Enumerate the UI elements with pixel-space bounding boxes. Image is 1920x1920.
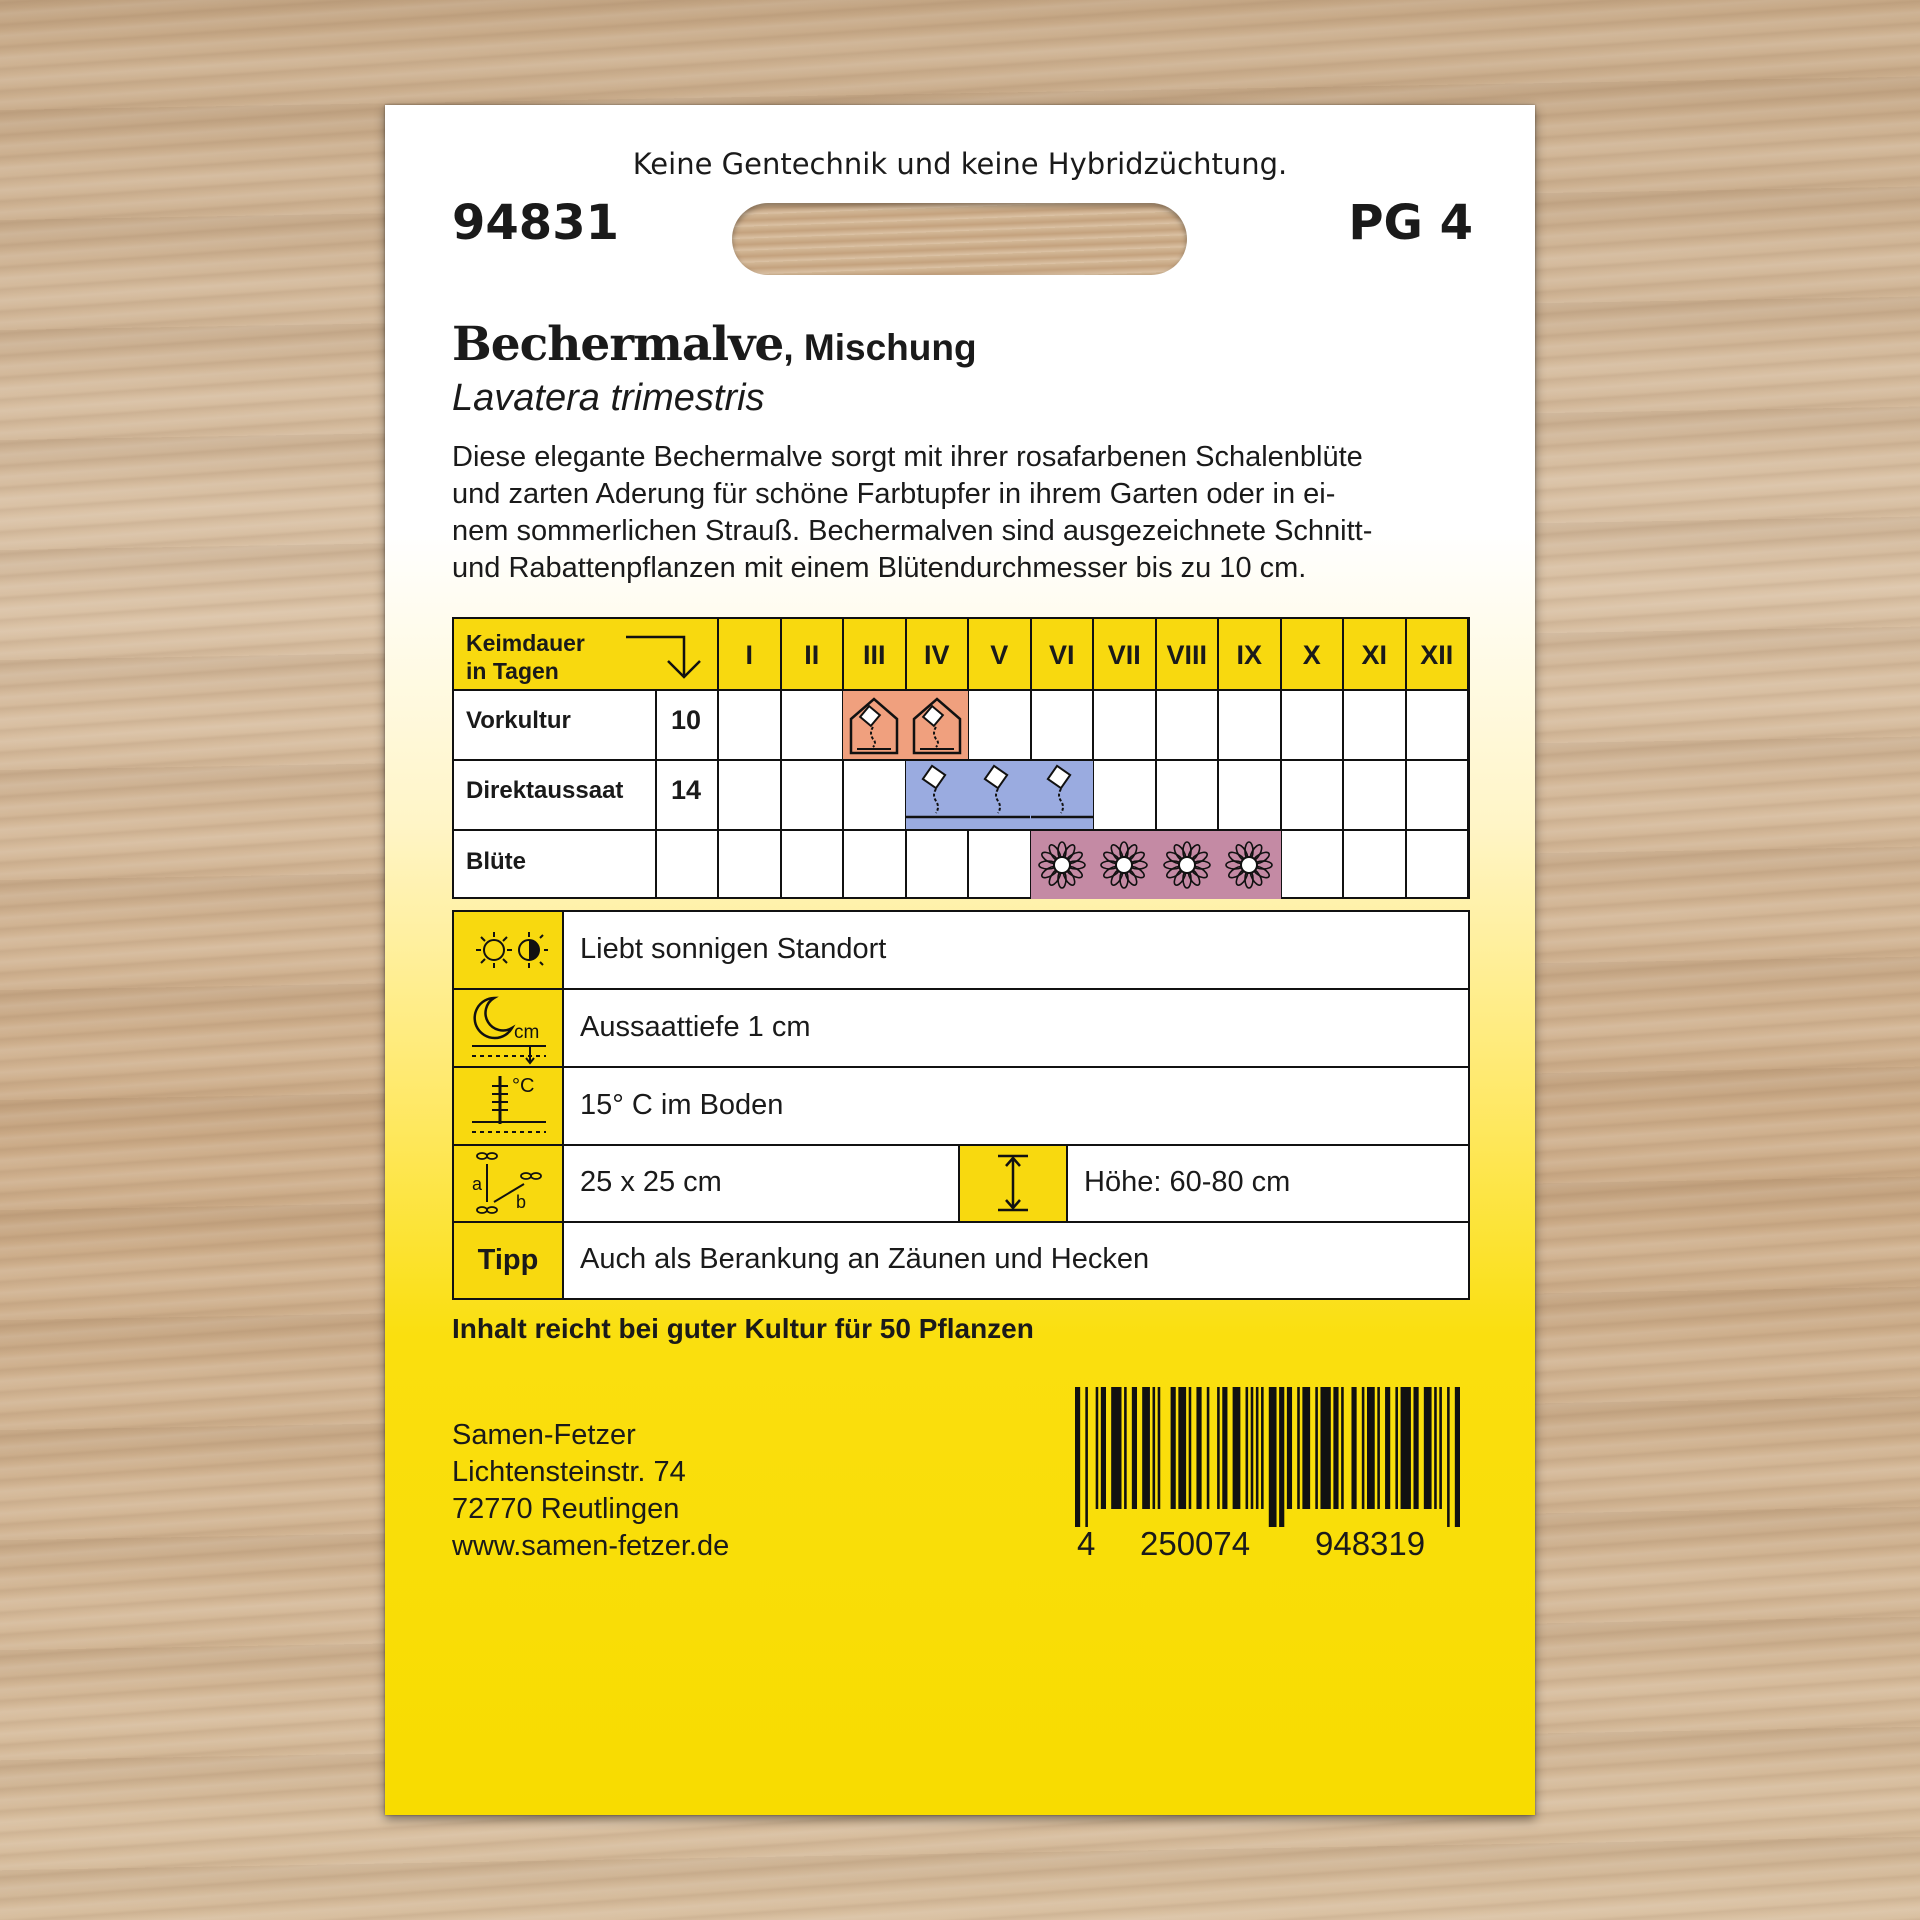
greenhouse-sowing-icon: [906, 691, 969, 759]
temperature-icon-cell: [454, 1068, 564, 1144]
row-label-bluete: Blüte: [466, 848, 526, 875]
barcode-bar: [1287, 1387, 1292, 1509]
company-website: www.samen-fetzer.de: [452, 1530, 730, 1562]
barcode-bar: [1171, 1387, 1176, 1509]
barcode-bar: [1075, 1387, 1080, 1527]
tip-text: Auch als Berankung an Zäunen und Hecken: [580, 1243, 1150, 1275]
price-group: PG 4: [1348, 195, 1473, 251]
company-address: [452, 1417, 729, 1565]
month-viii: VIII: [1166, 640, 1207, 670]
ean-barcode: [1075, 1387, 1460, 1527]
product-description: [452, 439, 1472, 587]
depth-icon-unit: cm: [514, 1022, 540, 1043]
company-city: 72770 Reutlingen: [452, 1493, 680, 1525]
row-days-vorkultur: 10: [670, 705, 702, 735]
spacing-icon-cell: [454, 1146, 564, 1221]
non-gmo-note: Keine Gentechnik und keine Hybridzüchtung.: [632, 147, 1288, 181]
soil-temperature-text: 15° C im Boden: [580, 1089, 784, 1121]
barcode-bar: [1362, 1387, 1365, 1509]
latin-name: Lavatera trimestris: [452, 377, 765, 419]
location-text: Liebt sonnigen Standort: [580, 933, 887, 965]
barcode-bar: [1447, 1387, 1450, 1527]
calendar-fill-direktaussaat: [1031, 761, 1094, 829]
barcode-bar: [1233, 1387, 1241, 1509]
barcode-bar: [1124, 1387, 1127, 1509]
sun-halfsun-icon: [454, 912, 564, 988]
barcode-bar: [1222, 1387, 1227, 1509]
plant-height-text: Höhe: 60-80 cm: [1084, 1166, 1291, 1198]
company-name: Samen-Fetzer: [452, 1419, 636, 1451]
barcode-group-left: 250074: [1140, 1525, 1251, 1562]
barcode-bar: [1101, 1387, 1106, 1509]
barcode-bar: [1246, 1387, 1249, 1509]
grid-line: [454, 829, 1468, 831]
barcode-bar: [1333, 1387, 1338, 1509]
temp-icon-unit: °C: [512, 1075, 535, 1097]
month-iv: IV: [923, 640, 950, 670]
barcode-bar: [1096, 1387, 1099, 1509]
calendar-fill-blüte: [1031, 831, 1094, 899]
barcode-bar: [1413, 1387, 1418, 1509]
description-line: und Rabattenpflanzen mit einem Blütendurchmesser bis zu 10 cm.: [452, 552, 1307, 584]
barcode-bar: [1315, 1387, 1318, 1509]
greenhouse-sowing-icon: [843, 691, 906, 759]
barcode-bar: [1158, 1387, 1161, 1509]
month-xi: XI: [1361, 640, 1387, 670]
row-label-direktaussaat: Direktaussaat: [466, 777, 624, 804]
height-arrow-icon: [960, 1146, 1066, 1221]
product-variant: , Mischung: [783, 327, 977, 368]
barcode-bar: [1401, 1387, 1411, 1509]
barcode-bar: [1424, 1387, 1432, 1509]
barcode-bar: [1196, 1387, 1201, 1509]
flower-icon: [1031, 831, 1094, 899]
barcode-bar: [1455, 1387, 1460, 1527]
barcode-bar: [1439, 1387, 1442, 1509]
month-xii: XII: [1420, 640, 1454, 670]
month-v: V: [990, 640, 1009, 670]
barcode-bar: [1178, 1387, 1186, 1509]
barcode-bar: [1207, 1387, 1210, 1509]
row-days-direktaussaat: 14: [670, 775, 702, 805]
spacing-text: 25 x 25 cm: [580, 1166, 722, 1198]
depth-icon-cell: [454, 990, 564, 1066]
barcode-bar: [1142, 1387, 1150, 1509]
barcode-bar: [1251, 1387, 1254, 1509]
barcode-digit-first: 4: [1077, 1525, 1096, 1562]
height-icon-cell: [958, 1146, 1068, 1221]
barcode-bar: [1367, 1387, 1375, 1509]
seed-packet-back: [385, 105, 1535, 1815]
row-label-vorkultur: Vorkultur: [466, 707, 571, 734]
barcode-bar: [1085, 1387, 1088, 1527]
barcode-bar: [1434, 1387, 1437, 1509]
direct-sowing-icon: [968, 761, 1031, 829]
description-line: und zarten Aderung für schöne Farbtupfer in ihrem Garten oder in ei-: [452, 478, 1336, 510]
month-iii: III: [862, 640, 886, 670]
barcode-bar: [1297, 1387, 1300, 1509]
barcode-bar: [1256, 1387, 1259, 1509]
sowing-depth-text: Aussaattiefe 1 cm: [580, 1011, 811, 1043]
barcode-bar: [1261, 1387, 1264, 1509]
direct-sowing-icon: [906, 761, 969, 829]
calendar-fill-vorkultur: [906, 691, 969, 759]
month-x: X: [1302, 640, 1321, 670]
product-name: Bechermalve: [452, 317, 784, 372]
arrow-down-right-icon: [624, 631, 704, 681]
sowing-calendar: [452, 617, 1470, 899]
barcode-bar: [1269, 1387, 1277, 1527]
barcode-bar: [1395, 1387, 1398, 1509]
moon-depth-icon: [454, 990, 564, 1066]
barcode-bar: [1153, 1387, 1156, 1509]
barcode-bar: [1132, 1387, 1137, 1509]
thermometer-icon: [454, 1068, 564, 1144]
month-i: I: [745, 640, 753, 670]
flower-icon: [1156, 831, 1219, 899]
germination-label-line: in Tagen: [466, 658, 559, 684]
flower-icon: [1218, 831, 1281, 899]
germination-label: [466, 629, 585, 685]
barcode-bar: [1377, 1387, 1380, 1509]
calendar-fill-vorkultur: [843, 691, 906, 759]
barcode-group-right: 948319: [1315, 1525, 1426, 1562]
barcode-bar: [1189, 1387, 1192, 1509]
germination-label-line: Keimdauer: [466, 630, 585, 656]
month-ii: II: [804, 640, 820, 670]
barcode-bar: [1217, 1387, 1220, 1509]
growing-info-table: [452, 910, 1470, 1300]
contents-note: Inhalt reicht bei guter Kultur für 50 Pflanzen: [452, 1313, 1034, 1344]
barcode-bar: [1385, 1387, 1390, 1509]
barcode-bar: [1320, 1387, 1330, 1509]
description-line: Diese elegante Bechermalve sorgt mit ihrer rosafarbenen Schalenblüte: [452, 441, 1363, 473]
location-icon-cell: [454, 912, 564, 988]
description-line: nem sommerlichen Strauß. Bechermalven sind ausgezeichnete Schnitt-: [452, 515, 1373, 547]
plant-spacing-icon: [454, 1146, 564, 1221]
calendar-fill-direktaussaat: [968, 761, 1031, 829]
month-vi: VI: [1048, 640, 1075, 670]
calendar-fill-blüte: [1156, 831, 1219, 899]
calendar-fill-blüte: [1093, 831, 1156, 899]
barcode-bar: [1111, 1387, 1121, 1509]
month-vii: VII: [1107, 640, 1141, 670]
company-street: Lichtensteinstr. 74: [452, 1456, 686, 1488]
barcode-bar: [1279, 1387, 1284, 1527]
spacing-icon-a: a: [472, 1174, 483, 1194]
barcode-bar: [1351, 1387, 1356, 1509]
calendar-fill-blüte: [1218, 831, 1281, 899]
spacing-icon-b: b: [516, 1192, 527, 1212]
article-number: 94831: [452, 195, 619, 251]
product-title: [452, 317, 977, 372]
barcode-bar: [1341, 1387, 1344, 1509]
month-ix: IX: [1236, 640, 1262, 670]
tip-label: Tipp: [454, 1223, 564, 1298]
barcode-bar: [1302, 1387, 1310, 1509]
hang-hole: [732, 203, 1187, 275]
flower-icon: [1093, 831, 1156, 899]
calendar-fill-direktaussaat: [906, 761, 969, 829]
direct-sowing-icon: [1031, 761, 1094, 829]
